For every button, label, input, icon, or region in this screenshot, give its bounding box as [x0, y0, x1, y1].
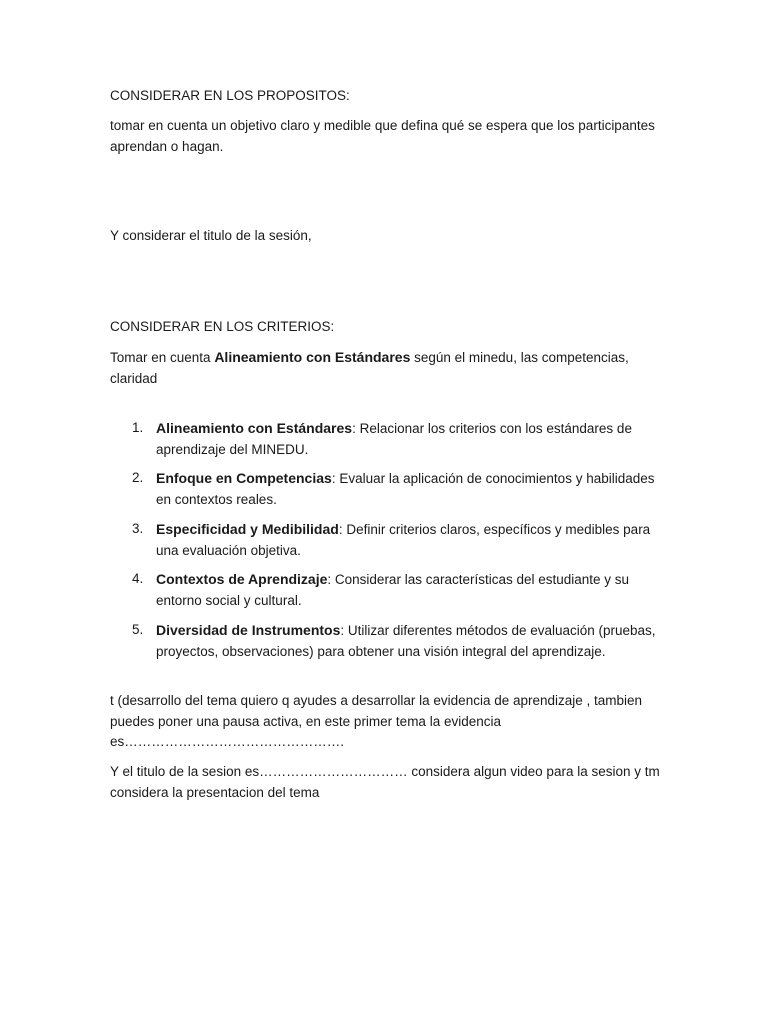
paragraph-tomar-en-cuenta: [110, 347, 662, 389]
tomar-before-text: Tomar en cuenta: [110, 350, 215, 365]
criterio-item-3: [110, 519, 662, 561]
tomar-after-text: según el minedu, las competencias, claridad: [110, 350, 629, 386]
criterio-text: : Relacionar los criterios con los estándares de aprendizaje del MINEDU.: [156, 421, 632, 457]
criterio-title: Diversidad de Instrumentos: [156, 622, 341, 638]
criterio-text: : Considerar las características del estudiante y su entorno social y cultural.: [156, 572, 630, 608]
paragraph-titulo-sesion: Y considerar el titulo de la sesión,: [110, 228, 312, 243]
criterio-title: Alineamiento con Estándares: [156, 420, 353, 436]
tomar-bold-text: Alineamiento con Estándares: [214, 349, 411, 365]
criterio-text: : Utilizar diferentes métodos de evaluación (pruebas, proyectos, observaciones) para obtener una visión integral del aprendizaje.: [156, 623, 656, 659]
criterio-number: 2.: [132, 470, 144, 485]
criterio-text: : Evaluar la aplicación de conocimientos y habilidades en contextos reales.: [156, 471, 655, 507]
criterio-item-4: [110, 569, 662, 611]
criterio-title: Enfoque en Competencias: [156, 470, 332, 486]
criterio-item-5: [110, 620, 662, 662]
criterio-number: 3.: [132, 521, 144, 536]
criterio-number: 4.: [132, 571, 144, 586]
criterio-title: Especificidad y Medibilidad: [156, 521, 339, 537]
criterio-item-2: [110, 468, 662, 510]
paragraph-desarrollo: t (desarrollo del tema quiero q ayudes a desarrollar la evidencia de aprendizaje , tambien puedes poner una pausa activa, en este primer tema la evidencia es………………………………………….: [110, 693, 643, 749]
criterio-item-1: [110, 418, 662, 460]
criterio-title: Contextos de Aprendizaje: [156, 571, 328, 587]
paragraph-titulo-video: Y el titulo de la sesion es…………………………… considera algun video para la sesion y tm considera la presentacion del tema: [110, 764, 660, 800]
heading-criterios: CONSIDERAR EN LOS CRITERIOS:: [110, 319, 335, 334]
criterio-number: 1.: [132, 420, 144, 435]
criterio-text: : Definir criterios claros, específicos y medibles para una evaluación objetiva.: [156, 522, 651, 558]
paragraph-objetivo: tomar en cuenta un objetivo claro y medible que defina qué se espera que los participantes aprendan o hagan.: [110, 118, 655, 154]
criterio-number: 5.: [132, 622, 144, 637]
heading-propositos: CONSIDERAR EN LOS PROPOSITOS:: [110, 88, 350, 103]
